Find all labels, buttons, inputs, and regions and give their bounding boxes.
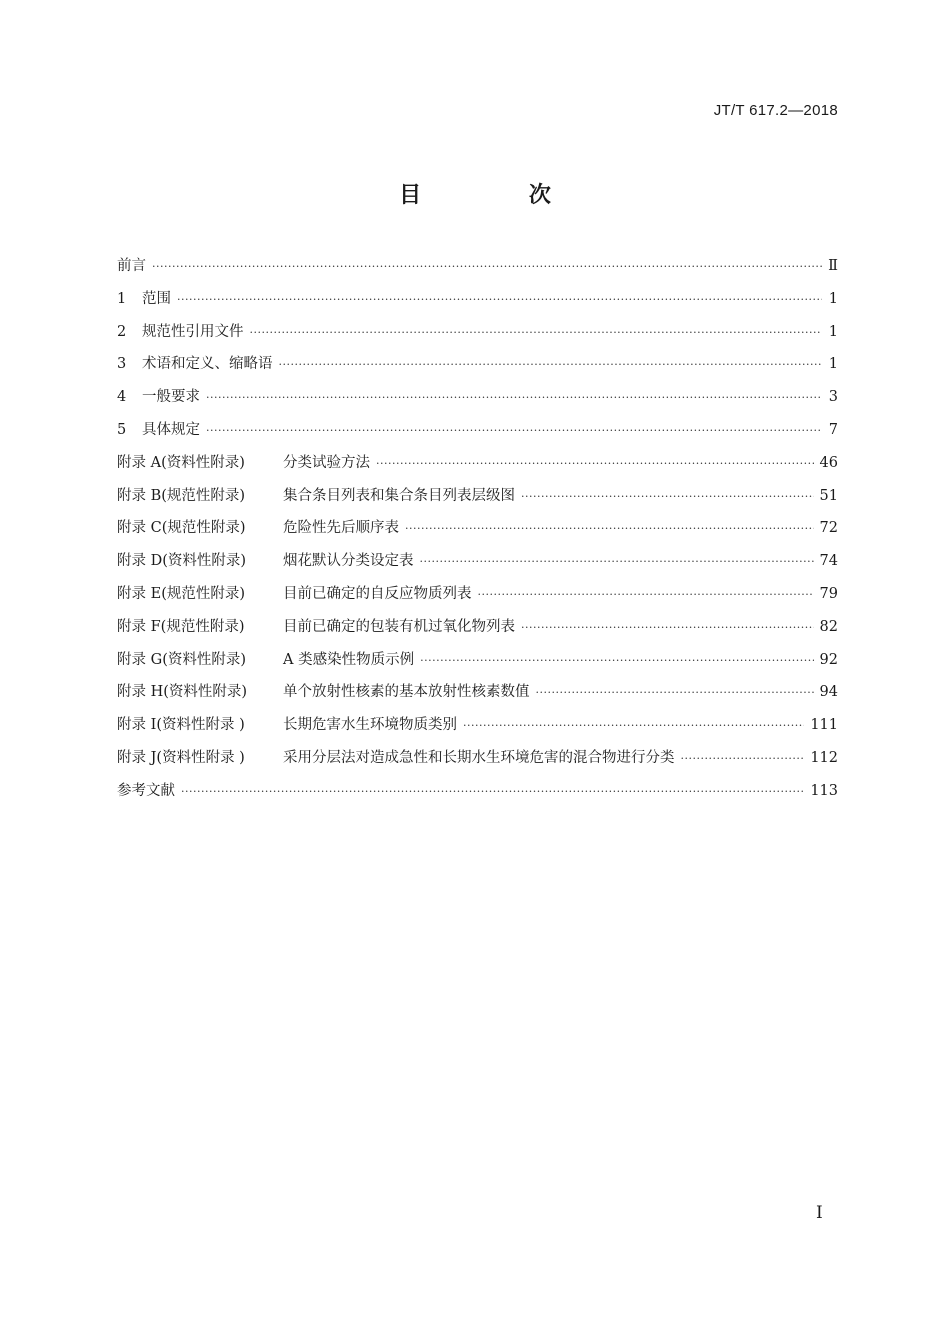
toc-entry[interactable]: [117, 250, 838, 283]
toc-entry-title: 烟花默认分类设定表: [283, 553, 414, 570]
toc-entry-page: 7: [828, 421, 838, 438]
toc-entry-title: 目前已确定的自反应物质列表: [283, 585, 472, 602]
toc-entry-page: 74: [819, 553, 838, 570]
toc-entry-page: 1: [828, 356, 838, 373]
toc-entry-page: 94: [819, 684, 838, 701]
page-number: Ⅰ: [816, 1203, 823, 1223]
toc-dot-leader: [478, 578, 814, 612]
toc-entry-page: 46: [819, 454, 838, 471]
toc-entry[interactable]: [117, 480, 838, 513]
toc-entry-page: 1: [828, 323, 838, 340]
toc-dot-leader: [420, 545, 814, 579]
toc-entry[interactable]: [117, 381, 838, 414]
toc-entry[interactable]: [117, 316, 838, 349]
toc-entry-appendix-label: 附录 D(资料性附录): [117, 553, 247, 570]
toc-entry-title: 术语和定义、缩略语: [142, 356, 273, 373]
toc-entry-page: 1: [828, 290, 838, 307]
toc-entry-appendix-label: 附录 A(资料性附录): [117, 454, 245, 471]
toc-entry-number: 5: [117, 421, 127, 438]
toc-entry-page: 72: [819, 520, 838, 537]
toc-entry-page: 113: [810, 782, 838, 799]
toc-dot-leader: [463, 709, 804, 743]
toc-entry-appendix-label: 附录 J(资料性附录 ): [117, 749, 245, 766]
toc-entry-number: 2: [117, 323, 127, 340]
toc-entry-appendix-label: 附录 B(规范性附录): [117, 487, 246, 504]
toc-dot-leader: [206, 414, 822, 448]
toc-dot-leader: [521, 480, 814, 514]
toc-dot-leader: [521, 611, 814, 645]
toc-entry[interactable]: [117, 676, 838, 709]
document-code: JT/T 617.2—2018: [713, 102, 838, 119]
toc-entry-title: 单个放射性核素的基本放射性核素数值: [283, 684, 530, 701]
toc-entry-title: 一般要求: [142, 389, 200, 406]
toc-entry-page: 111: [810, 717, 838, 734]
toc-entry-title: 具体规定: [142, 421, 200, 438]
toc-entry-page: 51: [819, 487, 838, 504]
toc-dot-leader: [181, 775, 804, 809]
toc-entry[interactable]: [117, 283, 838, 316]
toc-entry-title: 危险性先后顺序表: [283, 520, 399, 537]
toc-entry-number: 1: [117, 290, 127, 307]
toc-entry-number: 3: [117, 356, 127, 373]
toc-entry[interactable]: [117, 611, 838, 644]
toc-entry[interactable]: [117, 742, 838, 775]
toc-entry-page: 82: [819, 618, 838, 635]
toc-entry[interactable]: [117, 348, 838, 381]
toc-entry-page: 112: [810, 749, 838, 766]
toc-entry-title: 分类试验方法: [283, 454, 370, 471]
toc-entry-title: 范围: [142, 290, 171, 307]
toc-dot-leader: [177, 283, 822, 317]
toc-entry[interactable]: [117, 644, 838, 677]
toc-entry[interactable]: [117, 512, 838, 545]
toc-entry-page: 3: [828, 389, 838, 406]
toc-entry[interactable]: [117, 578, 838, 611]
toc-entry-title: 前言: [117, 258, 146, 274]
toc-dot-leader: [405, 512, 814, 546]
toc-entry[interactable]: [117, 545, 838, 578]
toc-dot-leader: [152, 250, 822, 284]
toc-entry-page: 92: [819, 651, 838, 668]
toc-dot-leader: [250, 316, 823, 350]
toc-entry-title: 集合条目列表和集合条目列表层级图: [283, 487, 515, 504]
toc-entry[interactable]: [117, 414, 838, 447]
toc-entry-title: 目前已确定的包装有机过氧化物列表: [283, 618, 515, 635]
toc-entry-title: 参考文献: [117, 782, 175, 799]
toc-entry-appendix-label: 附录 I(资料性附录 ): [117, 717, 245, 734]
toc-entry-title: 长期危害水生环境物质类别: [283, 717, 457, 734]
toc-dot-leader: [536, 676, 814, 710]
toc-title: 目 次: [399, 183, 601, 208]
toc-entry-title: 采用分层法对造成急性和长期水生环境危害的混合物进行分类: [283, 749, 675, 766]
table-of-contents: [117, 250, 838, 808]
toc-entry-number: 4: [117, 389, 127, 406]
toc-dot-leader: [376, 447, 814, 481]
toc-dot-leader: [681, 742, 805, 776]
toc-dot-leader: [279, 348, 823, 382]
toc-entry-page: 79: [819, 585, 838, 602]
toc-entry-page: Ⅱ: [828, 258, 838, 274]
toc-entry[interactable]: [117, 775, 838, 808]
toc-entry[interactable]: [117, 709, 838, 742]
toc-entry-title: 规范性引用文件: [142, 323, 244, 340]
toc-entry[interactable]: [117, 447, 838, 480]
toc-entry-title: A 类感染性物质示例: [283, 651, 415, 668]
toc-dot-leader: [420, 644, 813, 678]
toc-entry-appendix-label: 附录 H(资料性附录): [117, 684, 248, 701]
toc-entry-appendix-label: 附录 G(资料性附录): [117, 651, 247, 668]
toc-entry-appendix-label: 附录 C(规范性附录): [117, 520, 246, 537]
toc-entry-appendix-label: 附录 F(规范性附录): [117, 618, 245, 635]
toc-dot-leader: [206, 381, 822, 415]
toc-entry-appendix-label: 附录 E(规范性附录): [117, 585, 246, 602]
